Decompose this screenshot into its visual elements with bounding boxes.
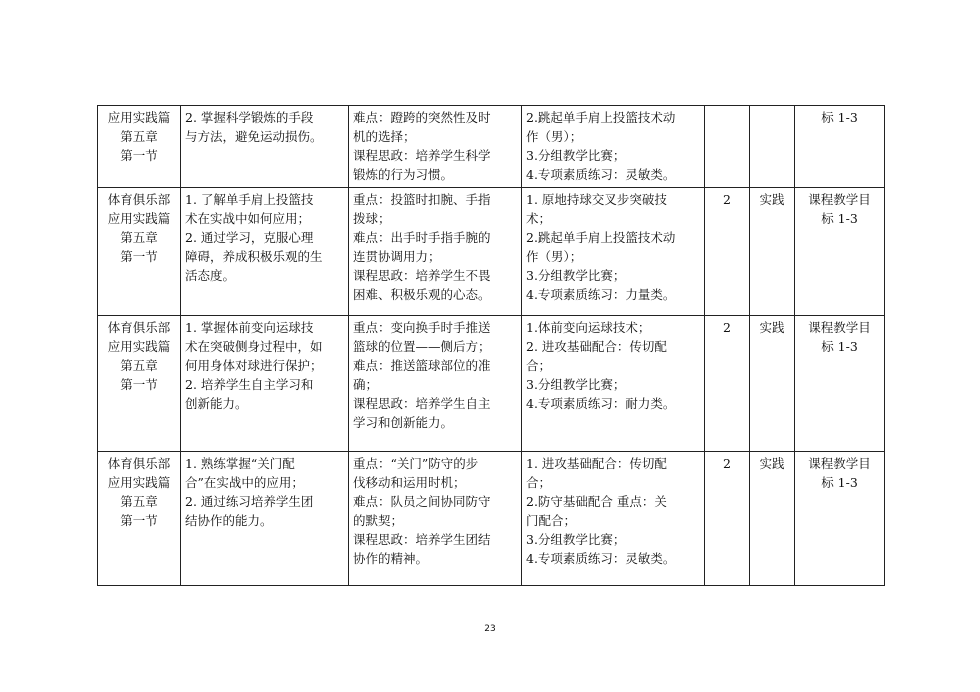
goal-line: 标 1-3 [821,211,858,226]
keypoints-cell [349,452,522,586]
goal-line: 标 1-3 [821,339,858,354]
unit-line: 第五章 [120,129,158,144]
content-line: 4.专项素质练习：灵敏类。 [526,167,676,182]
objectives-line: 2. 通过练习培养学生团 [185,494,314,509]
goal-cell [795,452,885,586]
table-row [98,452,885,586]
keypoints-line: 难点：队员之间协同防守 [353,494,491,509]
objectives-line: 与方法，避免运动损伤。 [185,129,323,144]
goal-line: 课程教学目 [808,456,871,471]
type-cell [750,106,795,188]
goal-line: 课程教学目 [808,320,871,335]
content-line: 2.跳起单手肩上投篮技术动 [526,230,676,245]
content-line: 3.分组教学比赛； [526,268,626,283]
keypoints-line: 确； [353,377,379,392]
content-line: 3.分组教学比赛； [526,148,626,163]
unit-line: 体育俱乐部 [107,192,171,207]
content-line: 1. 进攻基础配合：传切配 [526,456,667,471]
keypoints-line: 重点：变向换手时手推送 [353,320,491,335]
keypoints-line: 困难、积极乐观的心态。 [353,287,491,302]
objectives-cell [181,106,349,188]
unit-line: 应用实践篇 [107,475,171,490]
type-cell: 实践 [750,316,795,452]
keypoints-line: 难点：蹬跨的突然性及时 [353,110,491,125]
keypoints-line: 锻炼的行为习惯。 [353,167,454,182]
table-body [98,106,885,586]
keypoints-cell [349,188,522,316]
content-cell [522,316,705,452]
keypoints-line: 课程思政：培养学生科学 [353,148,491,163]
content-line: 1. 原地持球交叉步突破技 [526,192,667,207]
objectives-line: 创新能力。 [185,396,248,411]
goal-cell [795,316,885,452]
objectives-line: 术在突破侧身过程中，如 [185,339,323,354]
objectives-line: 1. 熟练掌握“关门配 [185,456,295,471]
hours-cell: 2 [705,452,750,586]
page-number: 23 [484,624,496,634]
unit-line: 应用实践篇 [107,339,171,354]
keypoints-line: 学习和创新能力。 [353,415,454,430]
content-line: 4.专项素质练习：耐力类。 [526,396,676,411]
keypoints-line: 课程思政：培养学生不畏 [353,268,491,283]
content-cell [522,188,705,316]
content-line: 作（男）； [526,249,583,264]
unit-cell [98,188,181,316]
objectives-line: 障碍，养成积极乐观的生 [185,249,323,264]
goal-cell [795,106,885,188]
unit-line: 第五章 [120,358,158,373]
unit-line: 第五章 [120,494,158,509]
content-line: 4.专项素质练习：力量类。 [526,287,676,302]
keypoints-line: 连贯协调用力； [353,249,441,264]
keypoints-cell [349,316,522,452]
objectives-line: 活态度。 [185,268,236,283]
hours-cell [705,106,750,188]
unit-line: 应用实践篇 [107,110,171,125]
unit-line: 第一节 [120,249,158,264]
keypoints-line: 协作的精神。 [353,551,429,566]
content-line: 术； [526,211,552,226]
objectives-line: 术在实战中如何应用； [185,211,311,226]
keypoints-cell [349,106,522,188]
objectives-cell [181,188,349,316]
table-row [98,106,885,188]
keypoints-line: 篮球的位置——侧后方； [353,339,491,354]
keypoints-line: 课程思政：培养学生自主 [353,396,491,411]
syllabus-table [97,105,885,586]
keypoints-line: 伐移动和运用时机； [353,475,466,490]
objectives-line: 2. 掌握科学锻炼的手段 [185,110,314,125]
unit-cell [98,106,181,188]
keypoints-line: 课程思政：培养学生团结 [353,532,491,547]
keypoints-line: 的默契； [353,513,404,528]
keypoints-line: 拨球； [353,211,391,226]
content-line: 1.体前变向运球技术； [526,320,651,335]
unit-line: 第一节 [120,148,158,163]
objectives-line: 结协作的能力。 [185,513,273,528]
goal-line: 课程教学目 [808,192,871,207]
content-line: 合； [526,475,552,490]
goal-cell [795,188,885,316]
objectives-line: 2. 通过学习，克服心理 [185,230,314,245]
hours-cell: 2 [705,188,750,316]
objectives-line: 合”在实战中的应用； [185,475,304,490]
content-line: 作（男）； [526,129,583,144]
content-line: 2.跳起单手肩上投篮技术动 [526,110,676,125]
unit-line: 第一节 [120,377,158,392]
unit-line: 体育俱乐部 [107,456,171,471]
unit-cell [98,316,181,452]
keypoints-line: 重点：“关门”防守的步 [353,456,479,471]
unit-line: 第五章 [120,230,158,245]
keypoints-line: 难点：推送篮球部位的准 [353,358,491,373]
content-line: 合； [526,358,552,373]
unit-line: 体育俱乐部 [107,320,171,335]
keypoints-line: 机的选择； [353,129,416,144]
content-line: 2.防守基础配合 重点：关 [526,494,667,509]
content-line: 2. 进攻基础配合：传切配 [526,339,667,354]
objectives-cell [181,316,349,452]
hours-cell: 2 [705,316,750,452]
keypoints-line: 重点：投篮时扣腕、手指 [353,192,491,207]
goal-line: 标 1-3 [821,110,858,125]
table-row [98,316,885,452]
content-cell [522,106,705,188]
keypoints-line: 难点：出手时手指手腕的 [353,230,491,245]
unit-line: 应用实践篇 [107,211,171,226]
objectives-line: 1. 掌握体前变向运球技 [185,320,314,335]
objectives-line: 何用身体对球进行保护； [185,358,323,373]
unit-line: 第一节 [120,513,158,528]
goal-line: 标 1-3 [821,475,858,490]
type-cell: 实践 [750,452,795,586]
objectives-line: 2. 培养学生自主学习和 [185,377,314,392]
objectives-cell [181,452,349,586]
table-row [98,188,885,316]
content-line: 门配合； [526,513,577,528]
type-cell: 实践 [750,188,795,316]
content-line: 3.分组教学比赛； [526,532,626,547]
content-line: 3.分组教学比赛； [526,377,626,392]
unit-cell [98,452,181,586]
content-line: 4.专项素质练习：灵敏类。 [526,551,676,566]
objectives-line: 1. 了解单手肩上投篮技 [185,192,314,207]
content-cell [522,452,705,586]
